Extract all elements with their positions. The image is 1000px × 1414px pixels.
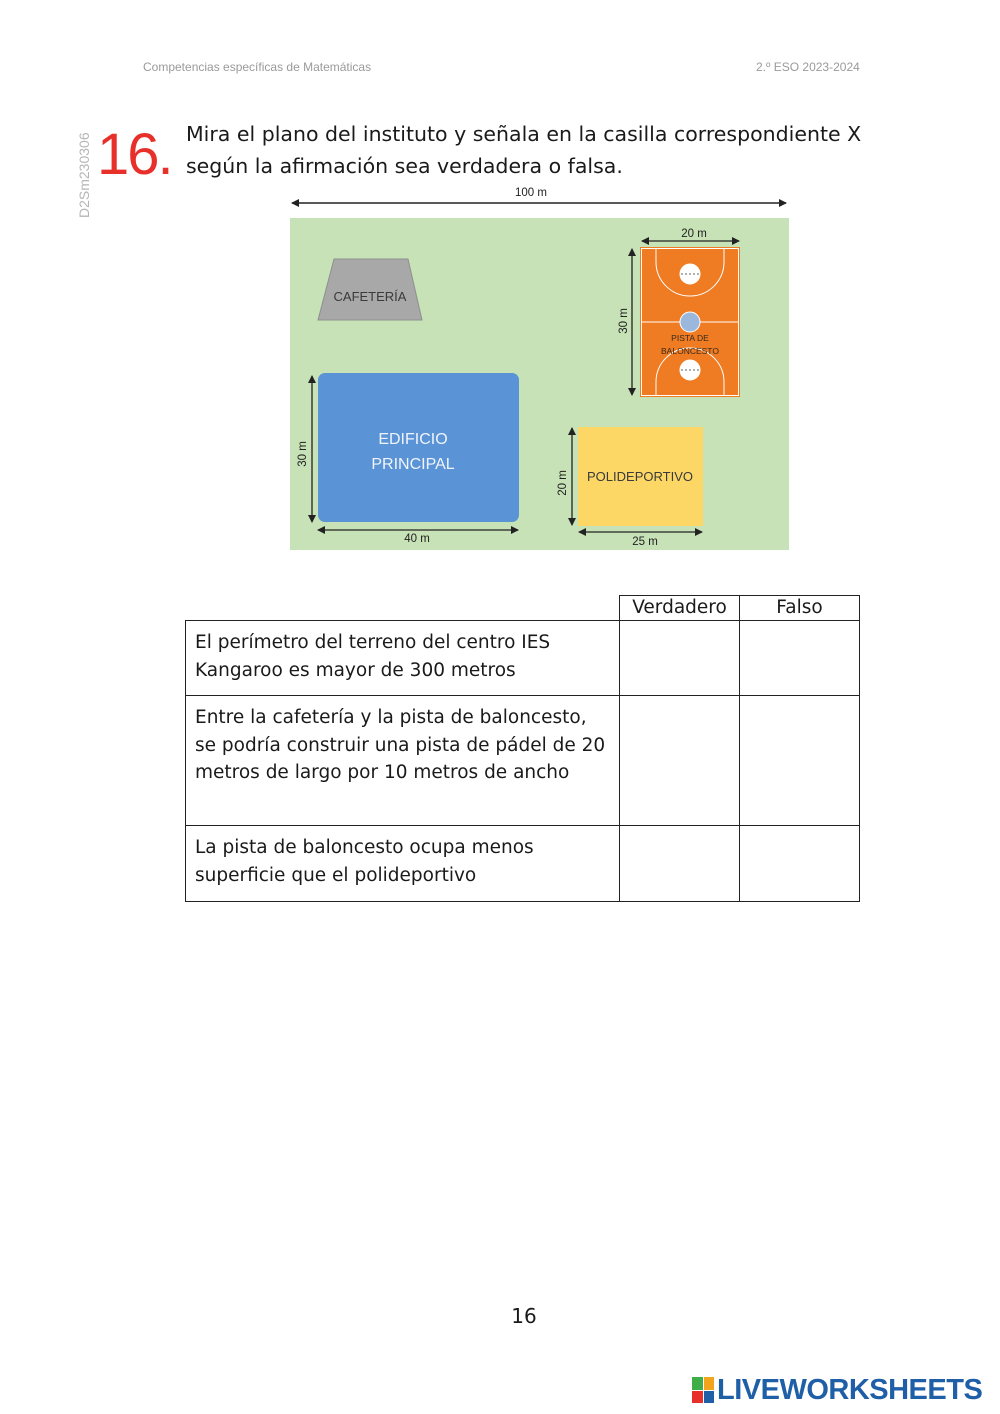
main-height-label: 30 m xyxy=(297,441,309,467)
answer-true-3[interactable] xyxy=(620,826,740,902)
main-width-label: 40 m xyxy=(404,533,430,545)
liveworksheets-icon xyxy=(692,1377,714,1403)
statement-2: Entre la cafetería y la pista de baloncesto, se podría construir una pista de pádel de 20 metros de largo por 10 metros de ancho xyxy=(186,696,620,826)
table-corner xyxy=(186,596,620,621)
court-width-label: 20 m xyxy=(681,228,707,240)
column-false-header: Falso xyxy=(740,596,860,621)
sports-hall-label: POLIDEPORTIVO xyxy=(587,469,693,484)
court-label-1: PISTA DE xyxy=(671,333,709,343)
liveworksheets-brand: LIVEWORKSHEETS xyxy=(717,1373,983,1406)
answer-false-1[interactable] xyxy=(740,621,860,696)
table-row xyxy=(186,696,860,826)
sports-height-label: 20 m xyxy=(557,470,569,496)
answer-true-2[interactable] xyxy=(620,696,740,826)
sports-width-label: 25 m xyxy=(632,536,658,548)
total-width-label: 100 m xyxy=(515,187,547,199)
table-row xyxy=(186,826,860,902)
table-header-row xyxy=(186,596,860,621)
statement-3: La pista de baloncesto ocupa menos superficie que el polideportivo xyxy=(186,826,620,902)
question-number: 16. xyxy=(97,122,172,187)
header-course: 2.º ESO 2023-2024 xyxy=(756,60,860,74)
page-number: 16 xyxy=(511,1304,537,1328)
true-false-table xyxy=(185,595,860,902)
main-building-label-1: EDIFICIO xyxy=(378,431,448,448)
question-code: D2Sm230306 xyxy=(76,132,92,218)
table-row xyxy=(186,621,860,696)
court-label-2: BALONCESTO xyxy=(661,346,719,356)
header-subject: Competencias específicas de Matemáticas xyxy=(143,60,372,74)
answer-false-2[interactable] xyxy=(740,696,860,826)
answer-true-1[interactable] xyxy=(620,621,740,696)
question-text: Mira el plano del instituto y señala en la casilla correspondiente X según la afirmación sea verdadera o falsa. xyxy=(186,122,862,178)
main-building-label-2: PRINCIPAL xyxy=(371,456,455,473)
liveworksheets-logo[interactable] xyxy=(692,1374,982,1406)
cafeteria-label: CAFETERÍA xyxy=(333,289,407,304)
school-plan xyxy=(280,180,800,555)
court-length-label: 30 m xyxy=(618,308,630,334)
answer-false-3[interactable] xyxy=(740,826,860,902)
statement-1: El perímetro del terreno del centro IES Kangaroo es mayor de 300 metros xyxy=(186,621,620,696)
court-center-circle xyxy=(680,312,700,332)
column-true-header: Verdadero xyxy=(620,596,740,621)
